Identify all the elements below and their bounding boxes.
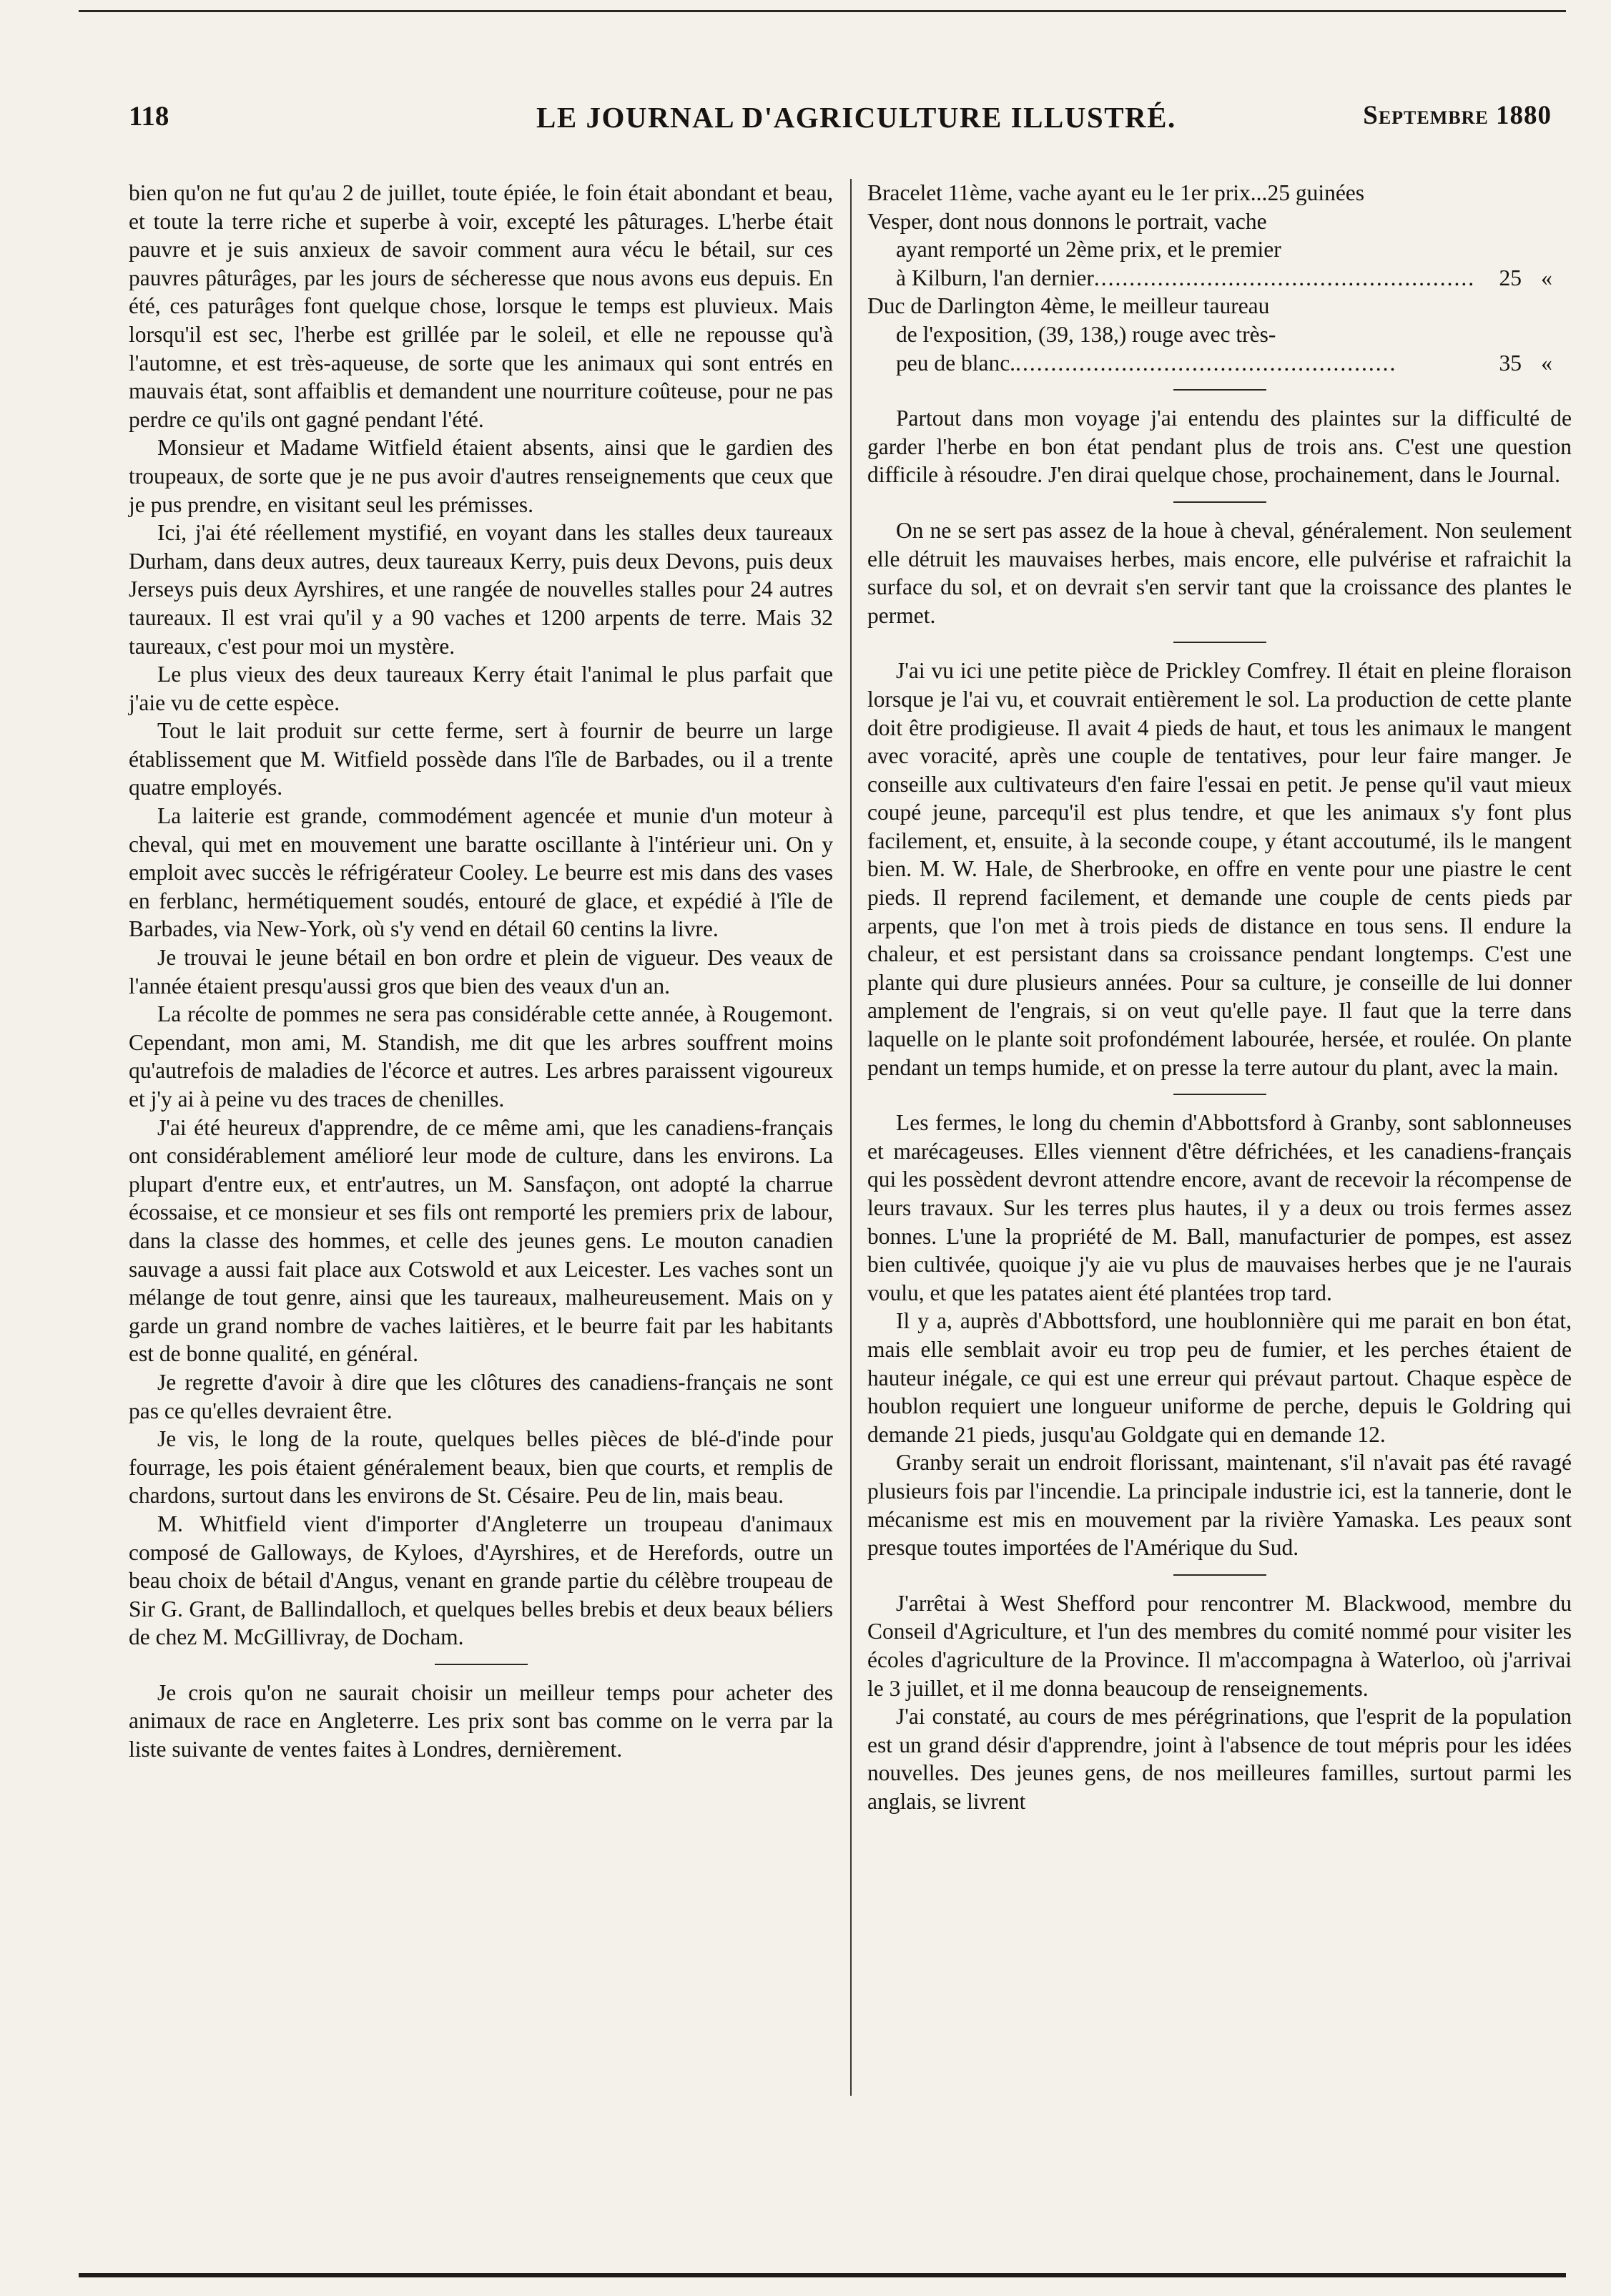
prize-line xyxy=(867,320,1572,349)
paragraph: bien qu'on ne fut qu'au 2 de juillet, toute épiée, le foin était abondant et beau, et toute la terre riche et superbe à voir, excepté les pâturages. L'herbe était pauvre et je suis anxieux de savoir comment aura vécu le bétail, sur ces pauvres pâturâges, par les jours de sécheresse que nous avons eus depuis. En été, ces paturâges font quelque chose, lorsque le temps est pluvieux. Mais lorsqu'il est sec, l'herbe est grillée par le soleil, et elle ne repousse qu'à l'automne, et est très-aqueuse, de sorte que les animaux qui sont entrés en mauvais état, sont affaiblis et demandent une nourriture coûteuse, pour ne pas perdre ce qu'ils ont gagné pendant l'été. xyxy=(129,180,833,432)
paragraph-fermes: Les fermes, le long du chemin d'Abbottsford à Granby, sont sablonneuses et marécageuses. Elles viennent d'être défrichées, et les canadiens-français qui les possèdent devront attendre encore, avant de recevoir la récompense de leurs travaux. Sur les terres plus hautes, il y a deux ou trois fermes assez bonnes. L'une la propriété de M. Ball, manufacturier de pompes, est assez bien cultivée, quoique j'y aie vu plus de mauvaises herbes que je ne l'aurais voulu, et que les patates aient été plantées trop tard. xyxy=(867,1110,1572,1305)
section-separator xyxy=(1173,389,1266,391)
column-divider xyxy=(850,179,852,2096)
prize-line xyxy=(867,264,1572,293)
paragraph: M. Whitfield vient d'importer d'Angleterre un troupeau d'animaux composé de Galloways, de Kyloes, d'Ayrshires, et de Herefords, outre un beau choix de bétail d'Angus, venant en grande partie du célèbre troupeau de Sir G. Grant, de Ballindalloch, et quelques belles brebis et deux beaux béliers de chez M. McGillivray, de Docham. xyxy=(129,1511,833,1650)
bottom-border-rule xyxy=(79,2273,1566,2277)
running-title: LE JOURNAL D'AGRICULTURE ILLUSTRÉ. xyxy=(536,101,1176,134)
prize-list xyxy=(867,179,1572,377)
right-column xyxy=(867,179,1572,1815)
paragraph: Je crois qu'on ne saurait choisir un meilleur temps pour acheter des animaux de race en Angleterre. Les prix sont bas comme on le verra par la liste suivante de ventes faites à Londres, dernièrement. xyxy=(129,1679,833,1762)
left-column xyxy=(129,179,833,1764)
paragraph: Le plus vieux des deux taureaux Kerry était l'animal le plus parfait que j'aie vu de cette espèce. xyxy=(129,662,833,715)
section-separator xyxy=(1173,1094,1266,1095)
prize-entry-text: Bracelet 11ème, vache ayant eu le 1er prix... xyxy=(867,180,1268,205)
paragraph-comfrey: J'ai vu ici une petite pièce de Prickley Comfrey. Il était en pleine floraison lorsque je l'ai vu, et couvrait entièrement le sol. La production de cette plante doit être prodigieuse. Il avait 4 pieds de haut, et tous les animaux le mangent avec voracité, après une couple de tentatives, pour leur faire manger. Je conseille aux cultivateurs d'en faire l'essai en petit. Je pense qu'il vaut mieux coupé jeune, parcequ'il est plus tendre, et que les animaux s'y font plus facilement, et, ensuite, à la seconde coupe, y étant accoutumé, ils le mangent bien. M. W. Hale, de Sherbrooke, en offre en vente pour une piastre le cent pieds. Il reprend facilement, et demande une couple de cents pieds par arpents, que l'on met à trois pieds de distance en tous sens. Il endure la chaleur, et est persistant dans sa croissance pendant longtemps. C'est une plante qui dure plusieurs années. Pour sa culture, je conseille de lui donner amplement de l'engrais, si on veut qu'elle paye. Il faut que la terre dans laquelle on le plante soit profondément labourée, hersée, et roulée. On plante pendant un temps humide, et on presse la terre autour du plant, avec la main. xyxy=(867,658,1572,1080)
paragraph: Je regrette d'avoir à dire que les clôtures des canadiens-français ne sont pas ce qu'elles devraient être. xyxy=(129,1369,833,1423)
paragraph-plaintes: Partout dans mon voyage j'ai entendu des plaintes sur la difficulté de garder l'herbe en bon état pendant plus de trois ans. C'est une question difficile à résoudre. J'en dirai quelque chose, prochainement, dans le Journal. xyxy=(867,406,1572,488)
page-number: 118 xyxy=(129,101,169,132)
top-border-rule xyxy=(79,10,1566,12)
paragraph-granby: Granby serait un endroit florissant, maintenant, s'il n'avait pas été ravagé plusieurs fois par l'incendie. La principale industrie ici, est la tannerie, dont le mécanisme est mis en mouvement par la rivière Yamaska. Les peaux sont presque toutes importées de l'Amérique du Sud. xyxy=(867,1450,1572,1561)
section-separator xyxy=(1173,642,1266,643)
paragraph-houe: On ne se sert pas assez de la houe à cheval, généralement. Non seulement elle détruit les mauvaises herbes, mais encore, elle pulvérise et rafraichit la surface du sol, et on devrait s'en servir tant que la croissance des plantes le permet. xyxy=(867,517,1572,628)
paragraph: Monsieur et Madame Witfield étaient absents, ainsi que le gardien des troupeaux, de sorte que je ne pus avoir d'autres renseignements que ceux que je pus prendre, en visitant seul les prémisses. xyxy=(129,435,833,517)
paragraph: Tout le lait produit sur cette ferme, sert à fournir de beurre un large établissement que M. Witfield possède dans l'île de Barbades, ou il a trente quatre employés. xyxy=(129,718,833,800)
prize-entry-text: peu de blanc. xyxy=(896,350,1016,376)
prize-line xyxy=(867,207,1572,236)
prize-entry-text: ayant remporté un 2ème prix, et le premier xyxy=(896,237,1281,263)
prize-amount: 35 xyxy=(1499,350,1522,376)
paragraph: Je trouvai le jeune bétail en bon ordre et plein de vigueur. Des veaux de l'année étaient presqu'aussi gros que bien des veaux d'un an. xyxy=(129,945,833,999)
prize-entry-text: Vesper, dont nous donnons le portrait, vache xyxy=(867,208,1267,234)
section-separator xyxy=(1173,1574,1266,1576)
paragraph-shefford: J'arrêtai à West Shefford pour rencontrer M. Blackwood, membre du Conseil d'Agriculture, et l'un des membres du comité nommé pour visiter les écoles d'agriculture de la Province. Il m'accompagna à Waterloo, où j'arrivai le 3 juillet, et il me donna beaucoup de renseignements. xyxy=(867,1590,1572,1701)
prize-line xyxy=(867,235,1572,264)
paragraph-houblonniere: Il y a, auprès d'Abbottsford, une houblonnière qui me parait en bon état, mais elle semblait avoir eu trop peu de fumier, et les perches étaient de hauteur inégale, ce qui est une erreur qui prévaut partout. Chaque espèce de houblon requiert une longueur uniforme de perche, depuis le Goldring qui demande 21 pieds, jusqu'au Goldgate qui en demande 12. xyxy=(867,1308,1572,1447)
leader-dots: ...................................................... xyxy=(1093,265,1476,290)
prize-entry-text: Duc de Darlington 4ème, le meilleur taureau xyxy=(867,293,1270,319)
issue-date: Septembre 1880 xyxy=(1363,101,1552,130)
paragraph: La laiterie est grande, commodément agencée et munie d'un moteur à cheval, qui met en mouvement une baratte oscillante à l'intérieur uni. On y emploit avec succès le réfrigérateur Cooley. Le beurre est mis dans des vases en ferblanc, hermétiquement soudés, entouré de glace, et expédié à l'île de Barbades, via New-York, où s'y vend en détail 60 centins la livre. xyxy=(129,803,833,942)
prize-line xyxy=(867,349,1572,378)
page-header xyxy=(129,100,1552,143)
article-columns xyxy=(129,179,1572,2096)
prize-entry-text: de l'exposition, (39, 138,) rouge avec très- xyxy=(896,321,1276,347)
section-separator xyxy=(1173,501,1266,503)
paragraph-population: J'ai constaté, au cours de mes pérégrinations, que l'esprit de la population est un grand désir d'apprendre, joint à l'absence de tout mépris pour les idées nouvelles. Des jeunes gens, de nos meilleures familles, surtout parmi les anglais, se livrent xyxy=(867,1704,1572,1814)
prize-amount: 25 guinées xyxy=(1267,180,1365,205)
prize-line xyxy=(867,292,1572,320)
paragraph: J'ai été heureux d'apprendre, de ce même ami, que les canadiens-français ont considérablement amélioré leur mode de culture, dans les environs. La plupart d'entre eux, et entr'autres, un M. Sansfaçon, ont adopté la charrue écossaise, et ce monsieur et ses fils ont remporté les premiers prix de labour, dans la classe des hommes, et celle des jeunes gens. Le mouton canadien sauvage a aussi fait place aux Cotswold et aux Leicester. Les vaches sont un mélange de tout genre, ainsi que les taureaux, malheureusement. Mais on y garde un grand nombre de vaches laitières, et le beurre fait par les habitants est de bonne qualité, en général. xyxy=(129,1114,833,1367)
paragraph: La récolte de pommes ne sera pas considérable cette année, à Rougemont. Cependant, mon ami, M. Standish, me dit que les arbres souffrent moins qu'autrefois de maladies de l'écorce et autres. Les arbres paraissent vigoureux et j'y ai à peine vu des traces de chenilles. xyxy=(129,1001,833,1112)
leader-dots: ...................................................... xyxy=(1015,350,1397,376)
section-separator xyxy=(435,1664,528,1665)
ditto-mark: « xyxy=(1541,350,1552,376)
paragraph: Ici, j'ai été réellement mystifié, en voyant dans les stalles deux taureaux Durham, dans deux autres, deux taureaux Kerry, puis deux Devons, puis deux Jerseys puis deux Ayrshires, et une rangée de nouvelles stalles pour 24 autres taureaux. Il est vrai qu'il y a 90 vaches et 1200 arpents de terre. Mais 32 taureaux, c'est pour moi un mystère. xyxy=(129,520,833,659)
paragraph: Je vis, le long de la route, quelques belles pièces de blé-d'inde pour fourrage, les pois étaient généralement beaux, bien que courts, et remplis de chardons, surtout dans les environs de St. Césaire. Peu de lin, mais beau. xyxy=(129,1426,833,1508)
right-paragraphs xyxy=(867,389,1572,1815)
ditto-mark: « xyxy=(1541,265,1552,290)
prize-amount: 25 xyxy=(1499,265,1522,290)
prize-entry-text: à Kilburn, l'an dernier xyxy=(896,265,1094,290)
prize-line xyxy=(867,179,1572,207)
